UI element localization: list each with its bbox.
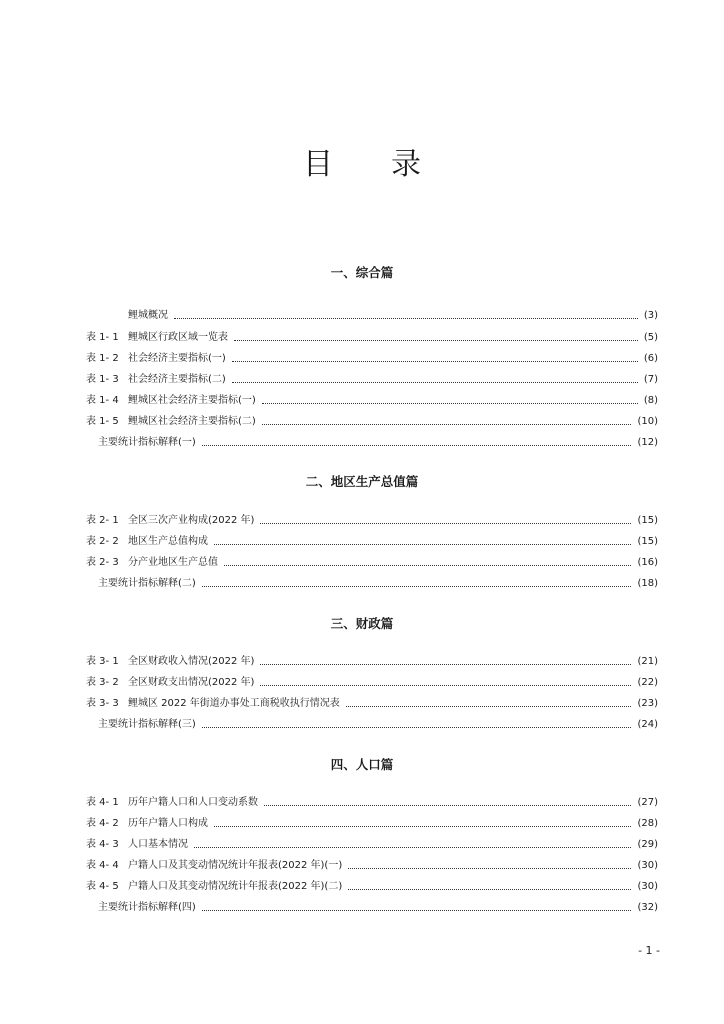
dot-leader — [214, 544, 631, 545]
dot-leader — [262, 424, 632, 425]
toc-entry-label: 社会经济主要指标(二) — [128, 374, 226, 385]
section-title-population: 四、人口篇 — [330, 757, 394, 772]
dot-leader — [232, 361, 638, 362]
toc-entry-page: (15) — [637, 515, 658, 526]
toc-entry-number: 表 3- 1 — [86, 656, 119, 667]
toc-entry-page: (30) — [637, 860, 658, 871]
toc-entry[interactable] — [86, 880, 658, 894]
toc-entry-page: (22) — [637, 677, 658, 688]
toc-entry[interactable] — [86, 676, 658, 690]
toc-entry-page: (5) — [643, 332, 658, 343]
toc-entry-number: 表 3- 2 — [86, 677, 119, 688]
toc-entry-label: 鲤城区 2022 年街道办事处工商税收执行情况表 — [128, 698, 340, 709]
toc-entry-page: (18) — [637, 578, 658, 589]
toc-entry-number: 表 4- 3 — [86, 839, 119, 850]
toc-entry-label: 历年户籍人口和人口变动系数 — [128, 797, 258, 808]
dot-leader — [234, 340, 638, 341]
dot-leader — [202, 727, 632, 728]
dot-leader — [174, 318, 638, 319]
page-title-char-1: 目 — [303, 147, 333, 182]
toc-entry-label: 人口基本情况 — [128, 839, 188, 850]
toc-entry-page: (6) — [643, 353, 658, 364]
dot-leader — [224, 565, 631, 566]
toc-entry-number: 表 1- 4 — [86, 395, 119, 406]
toc-entry[interactable] — [86, 817, 658, 831]
toc-entry-number: 表 2- 1 — [86, 515, 119, 526]
dot-leader — [348, 868, 631, 869]
toc-entry[interactable] — [98, 577, 658, 591]
toc-entry-page: (15) — [637, 536, 658, 547]
toc-entry-page: (8) — [643, 395, 658, 406]
toc-entry-label: 户籍人口及其变动情况统计年报表(2022 年)(二) — [128, 881, 343, 892]
toc-entry[interactable] — [86, 373, 658, 387]
toc-entry-label: 全区三次产业构成(2022 年) — [128, 515, 255, 526]
toc-entry-label: 鲤城区社会经济主要指标(二) — [128, 416, 256, 427]
toc-entry[interactable] — [98, 718, 658, 732]
toc-entry[interactable] — [86, 415, 658, 429]
dot-leader — [260, 664, 631, 665]
dot-leader — [202, 586, 632, 587]
toc-entry-label: 户籍人口及其变动情况统计年报表(2022 年)(一) — [128, 860, 343, 871]
toc-entry-page: (28) — [637, 818, 658, 829]
toc-entry-label: 地区生产总值构成 — [128, 536, 208, 547]
toc-entry[interactable] — [86, 352, 658, 366]
section-title-gdp: 二、地区生产总值篇 — [305, 474, 419, 489]
toc-entry-label: 鲤城概况 — [128, 310, 168, 321]
toc-entry[interactable] — [98, 436, 658, 450]
toc-entry-page: (16) — [637, 557, 658, 568]
toc-entry[interactable] — [128, 309, 658, 323]
toc-entry-number: 表 1- 2 — [86, 353, 119, 364]
toc-entry-page: (29) — [637, 839, 658, 850]
section-title-general: 一、综合篇 — [330, 265, 394, 280]
toc-entry[interactable] — [86, 859, 658, 873]
toc-entry[interactable] — [86, 394, 658, 408]
toc-entry-number: 表 4- 4 — [86, 860, 119, 871]
dot-leader — [348, 889, 631, 890]
dot-leader — [232, 382, 638, 383]
toc-entry-label: 主要统计指标解释(二) — [98, 578, 196, 589]
toc-entry-page: (23) — [637, 698, 658, 709]
dot-leader — [346, 706, 632, 707]
toc-entry-label: 分产业地区生产总值 — [128, 557, 218, 568]
toc-entry-number: 表 2- 3 — [86, 557, 119, 568]
section-title-finance: 三、财政篇 — [330, 616, 394, 631]
toc-entry-label: 社会经济主要指标(一) — [128, 353, 226, 364]
toc-entry-label: 全区财政支出情况(2022 年) — [128, 677, 255, 688]
toc-entry[interactable] — [86, 697, 658, 711]
toc-entry-label: 主要统计指标解释(四) — [98, 902, 196, 913]
toc-entry-number: 表 4- 1 — [86, 797, 119, 808]
toc-entry-page: (3) — [643, 310, 658, 321]
toc-entry-number: 表 1- 5 — [86, 416, 119, 427]
dot-leader — [194, 847, 631, 848]
toc-entry[interactable] — [86, 838, 658, 852]
toc-entry-label: 鲤城区社会经济主要指标(一) — [128, 395, 256, 406]
page-number: - 1 - — [638, 944, 660, 957]
toc-entry[interactable] — [86, 535, 658, 549]
toc-entry-page: (10) — [637, 416, 658, 427]
toc-entry-page: (27) — [637, 797, 658, 808]
toc-entry-number: 表 1- 3 — [86, 374, 119, 385]
dot-leader — [202, 910, 632, 911]
toc-entry-number: 表 1- 1 — [86, 332, 119, 343]
toc-entry-number: 表 2- 2 — [86, 536, 119, 547]
toc-entry-number: 表 4- 5 — [86, 881, 119, 892]
toc-entry-number: 表 4- 2 — [86, 818, 119, 829]
toc-entry-label: 鲤城区行政区域一览表 — [128, 332, 228, 343]
dot-leader — [264, 805, 631, 806]
dot-leader — [260, 523, 631, 524]
toc-entry-number: 表 3- 3 — [86, 698, 119, 709]
page-title-char-2: 录 — [391, 147, 421, 182]
toc-entry-label: 主要统计指标解释(三) — [98, 719, 196, 730]
dot-leader — [260, 685, 631, 686]
dot-leader — [262, 403, 638, 404]
page-title — [0, 148, 724, 182]
toc-entry[interactable] — [98, 901, 658, 915]
toc-entry-label: 主要统计指标解释(一) — [98, 437, 196, 448]
toc-entry-page: (24) — [637, 719, 658, 730]
toc-entry-page: (30) — [637, 881, 658, 892]
toc-entry-page: (12) — [637, 437, 658, 448]
toc-entry-label: 历年户籍人口构成 — [128, 818, 208, 829]
toc-entry[interactable] — [86, 655, 658, 669]
toc-entry-page: (7) — [643, 374, 658, 385]
toc-entry-page: (32) — [637, 902, 658, 913]
toc-entry[interactable] — [86, 556, 658, 570]
toc-entry-page: (21) — [637, 656, 658, 667]
toc-entry[interactable] — [86, 331, 658, 345]
toc-entry[interactable] — [86, 796, 658, 810]
dot-leader — [202, 445, 632, 446]
dot-leader — [214, 826, 631, 827]
toc-entry-label: 全区财政收入情况(2022 年) — [128, 656, 255, 667]
toc-entry[interactable] — [86, 514, 658, 528]
